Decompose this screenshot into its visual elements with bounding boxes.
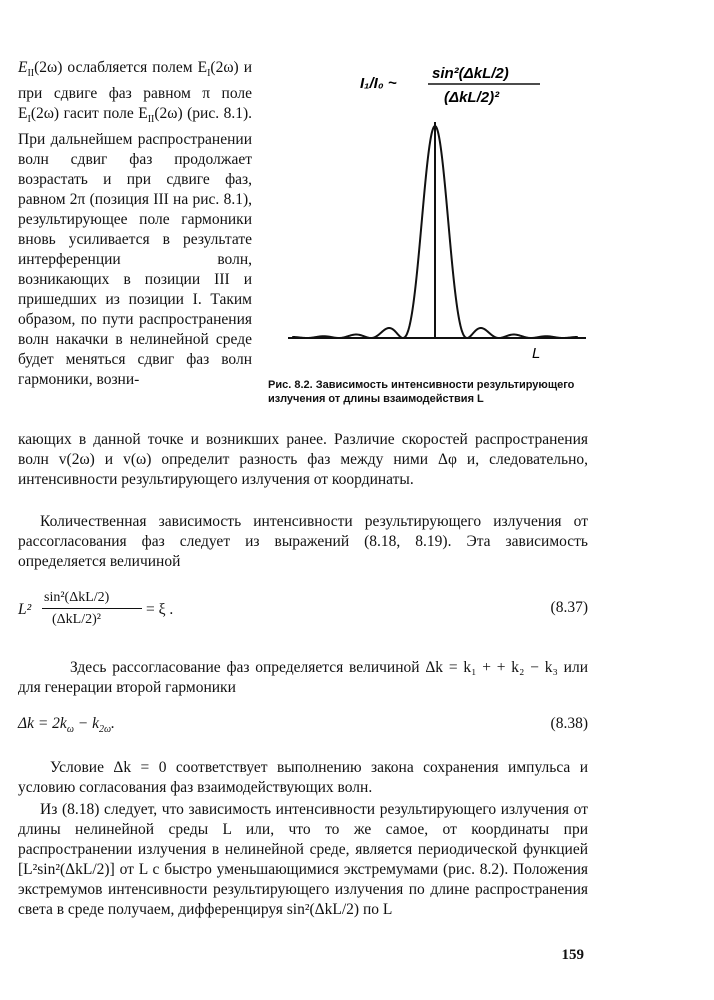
caption-text: Зависимость интенсивности результирующего излучения от длины взаимодействия L [268, 379, 575, 405]
eq-part: − k [73, 715, 99, 732]
axis-label-L: L [532, 345, 541, 362]
field-symbol: E [18, 59, 28, 76]
paragraph-2 [18, 512, 588, 572]
formula-lhs: I₁/I₀ ~ [360, 75, 397, 92]
eq-part: . [111, 715, 115, 732]
paragraph-text: Из (8.18) следует, что зависимость интенсивности результирующего излучения от длины нелинейной среды L или, что то же самое, от координаты при распространении излучения в нелинейной среде, является периодической функцией [L²sin²(ΔkL/2)] от L с быстро уменьшающимися экстремумами (рис. 8.2). Положения экстремумов интенсивности результирующего излучения по длине распространения света в среде получаем, дифференцируя sin²(ΔkL/2) по L [18, 801, 588, 918]
figure-8-2 [268, 58, 590, 406]
subscript: I [207, 68, 211, 80]
subscript: I [27, 114, 31, 126]
paragraph-text: кающих в данной точке и возникших ранее. Различие скоростей распространения волн v(2ω) и v(ω) определит разность фаз между ними Δφ и, следовательно, интенсивности результирующего излучения от координаты. [18, 431, 588, 488]
subscript: II [147, 114, 155, 126]
paragraph-text: Количественная зависимость интенсивности результирующего излучения от рассогласования фаз следует из выражений (8.18, 8.19). Эта зависимость определяется величиной [18, 513, 588, 570]
paragraph-3 [18, 658, 588, 698]
caption-label: Рис. 8.2. [268, 379, 313, 391]
text-fragment: (2ω) (рис. 8.1). При дальнейшем распространении волн сдвиг фаз продолжает возрастать и при сдвиге фаз, равном 2π (позиция III на рис. 8.1), результирующее поле гармоники вновь усиливается в результате интерференции волн, возникающих в позиции III и пришедших из позиции I. Таким образом, по пути распространения волн накачки в нелинейной среде будет меняться сдвиг фаз волн гармоники, возни- [18, 105, 252, 389]
figure-caption [268, 378, 590, 406]
eq-subscript: ω [66, 724, 74, 736]
eq-subscript: 2ω [98, 724, 112, 736]
eq-lhs: L² [18, 601, 32, 618]
sinc-squared-plot [268, 58, 590, 376]
page-number: 159 [561, 947, 584, 963]
eq-rhs: = ξ . [146, 601, 174, 618]
paragraph-4 [18, 758, 588, 798]
equation-number: (8.38) [550, 715, 588, 732]
formula-numerator: sin²(ΔkL/2) [432, 65, 509, 82]
equation-number: (8.37) [550, 599, 588, 616]
eq-numerator: sin²(ΔkL/2) [44, 590, 110, 605]
formula-denominator: (ΔkL/2)² [444, 89, 500, 106]
equation-8-37 [18, 588, 588, 628]
text-fragment: (2ω) ослабляется полем E [34, 59, 208, 76]
eq-denominator: (ΔkL/2)² [52, 612, 101, 627]
text-fragment: (2ω) гасит поле E [30, 105, 148, 123]
eq-part: Δk = 2k [18, 715, 67, 732]
eq-fraction-bar [42, 608, 142, 609]
paragraph-continuation [18, 430, 588, 490]
paragraph-text: Здесь рассогласование фаз определяется величиной Δk = k₁ + + k₂ − k₃ или для генерации второй гармоники [18, 659, 588, 696]
subscript: II [27, 68, 35, 80]
paragraph-5 [18, 800, 588, 920]
paragraph-text: Условие Δk = 0 соответствует выполнению закона сохранения импульса и условию согласования фаз взаимодействующих волн. [18, 759, 588, 796]
text-fragment: (2ω) и при сдвиге фаз равном π поле E [18, 59, 252, 123]
left-column-text [18, 58, 252, 390]
